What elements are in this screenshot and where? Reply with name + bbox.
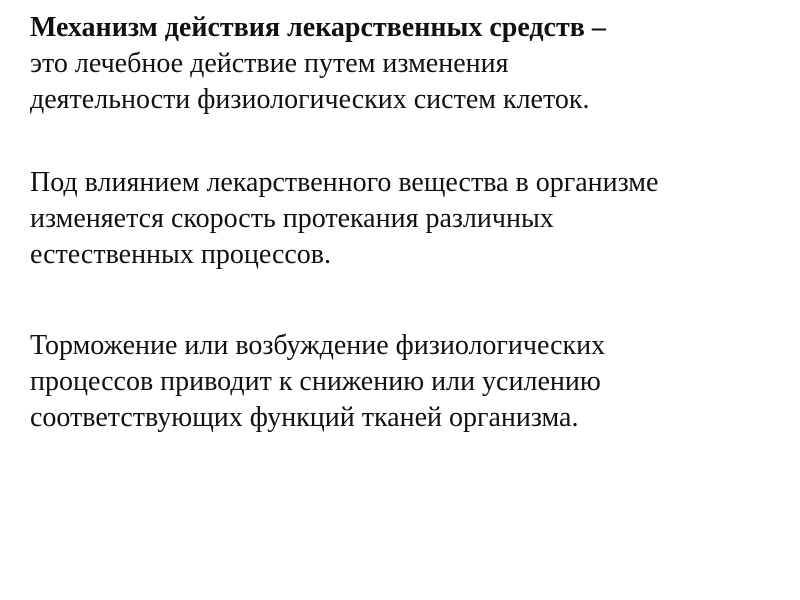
inhibition-line: соответствующих функций тканей организма. — [30, 402, 579, 433]
effect-paragraph — [30, 165, 658, 273]
definition-line: это лечебное действие путем изменения — [30, 48, 509, 79]
effect-line: естественных процессов. — [30, 239, 332, 270]
definition-paragraph — [30, 10, 606, 118]
effect-line: изменяется скорость протекания различных — [30, 203, 554, 234]
inhibition-paragraph — [30, 328, 605, 436]
inhibition-line: Торможение или возбуждение физиологических — [30, 330, 606, 361]
definition-line: деятельности физиологических систем клеток. — [30, 84, 590, 115]
inhibition-line: процессов приводит к снижению или усилению — [30, 366, 601, 397]
definition-term: Механизм действия лекарственных средств – — [30, 12, 606, 43]
effect-line: Под влиянием лекарственного вещества в организме — [30, 167, 659, 198]
